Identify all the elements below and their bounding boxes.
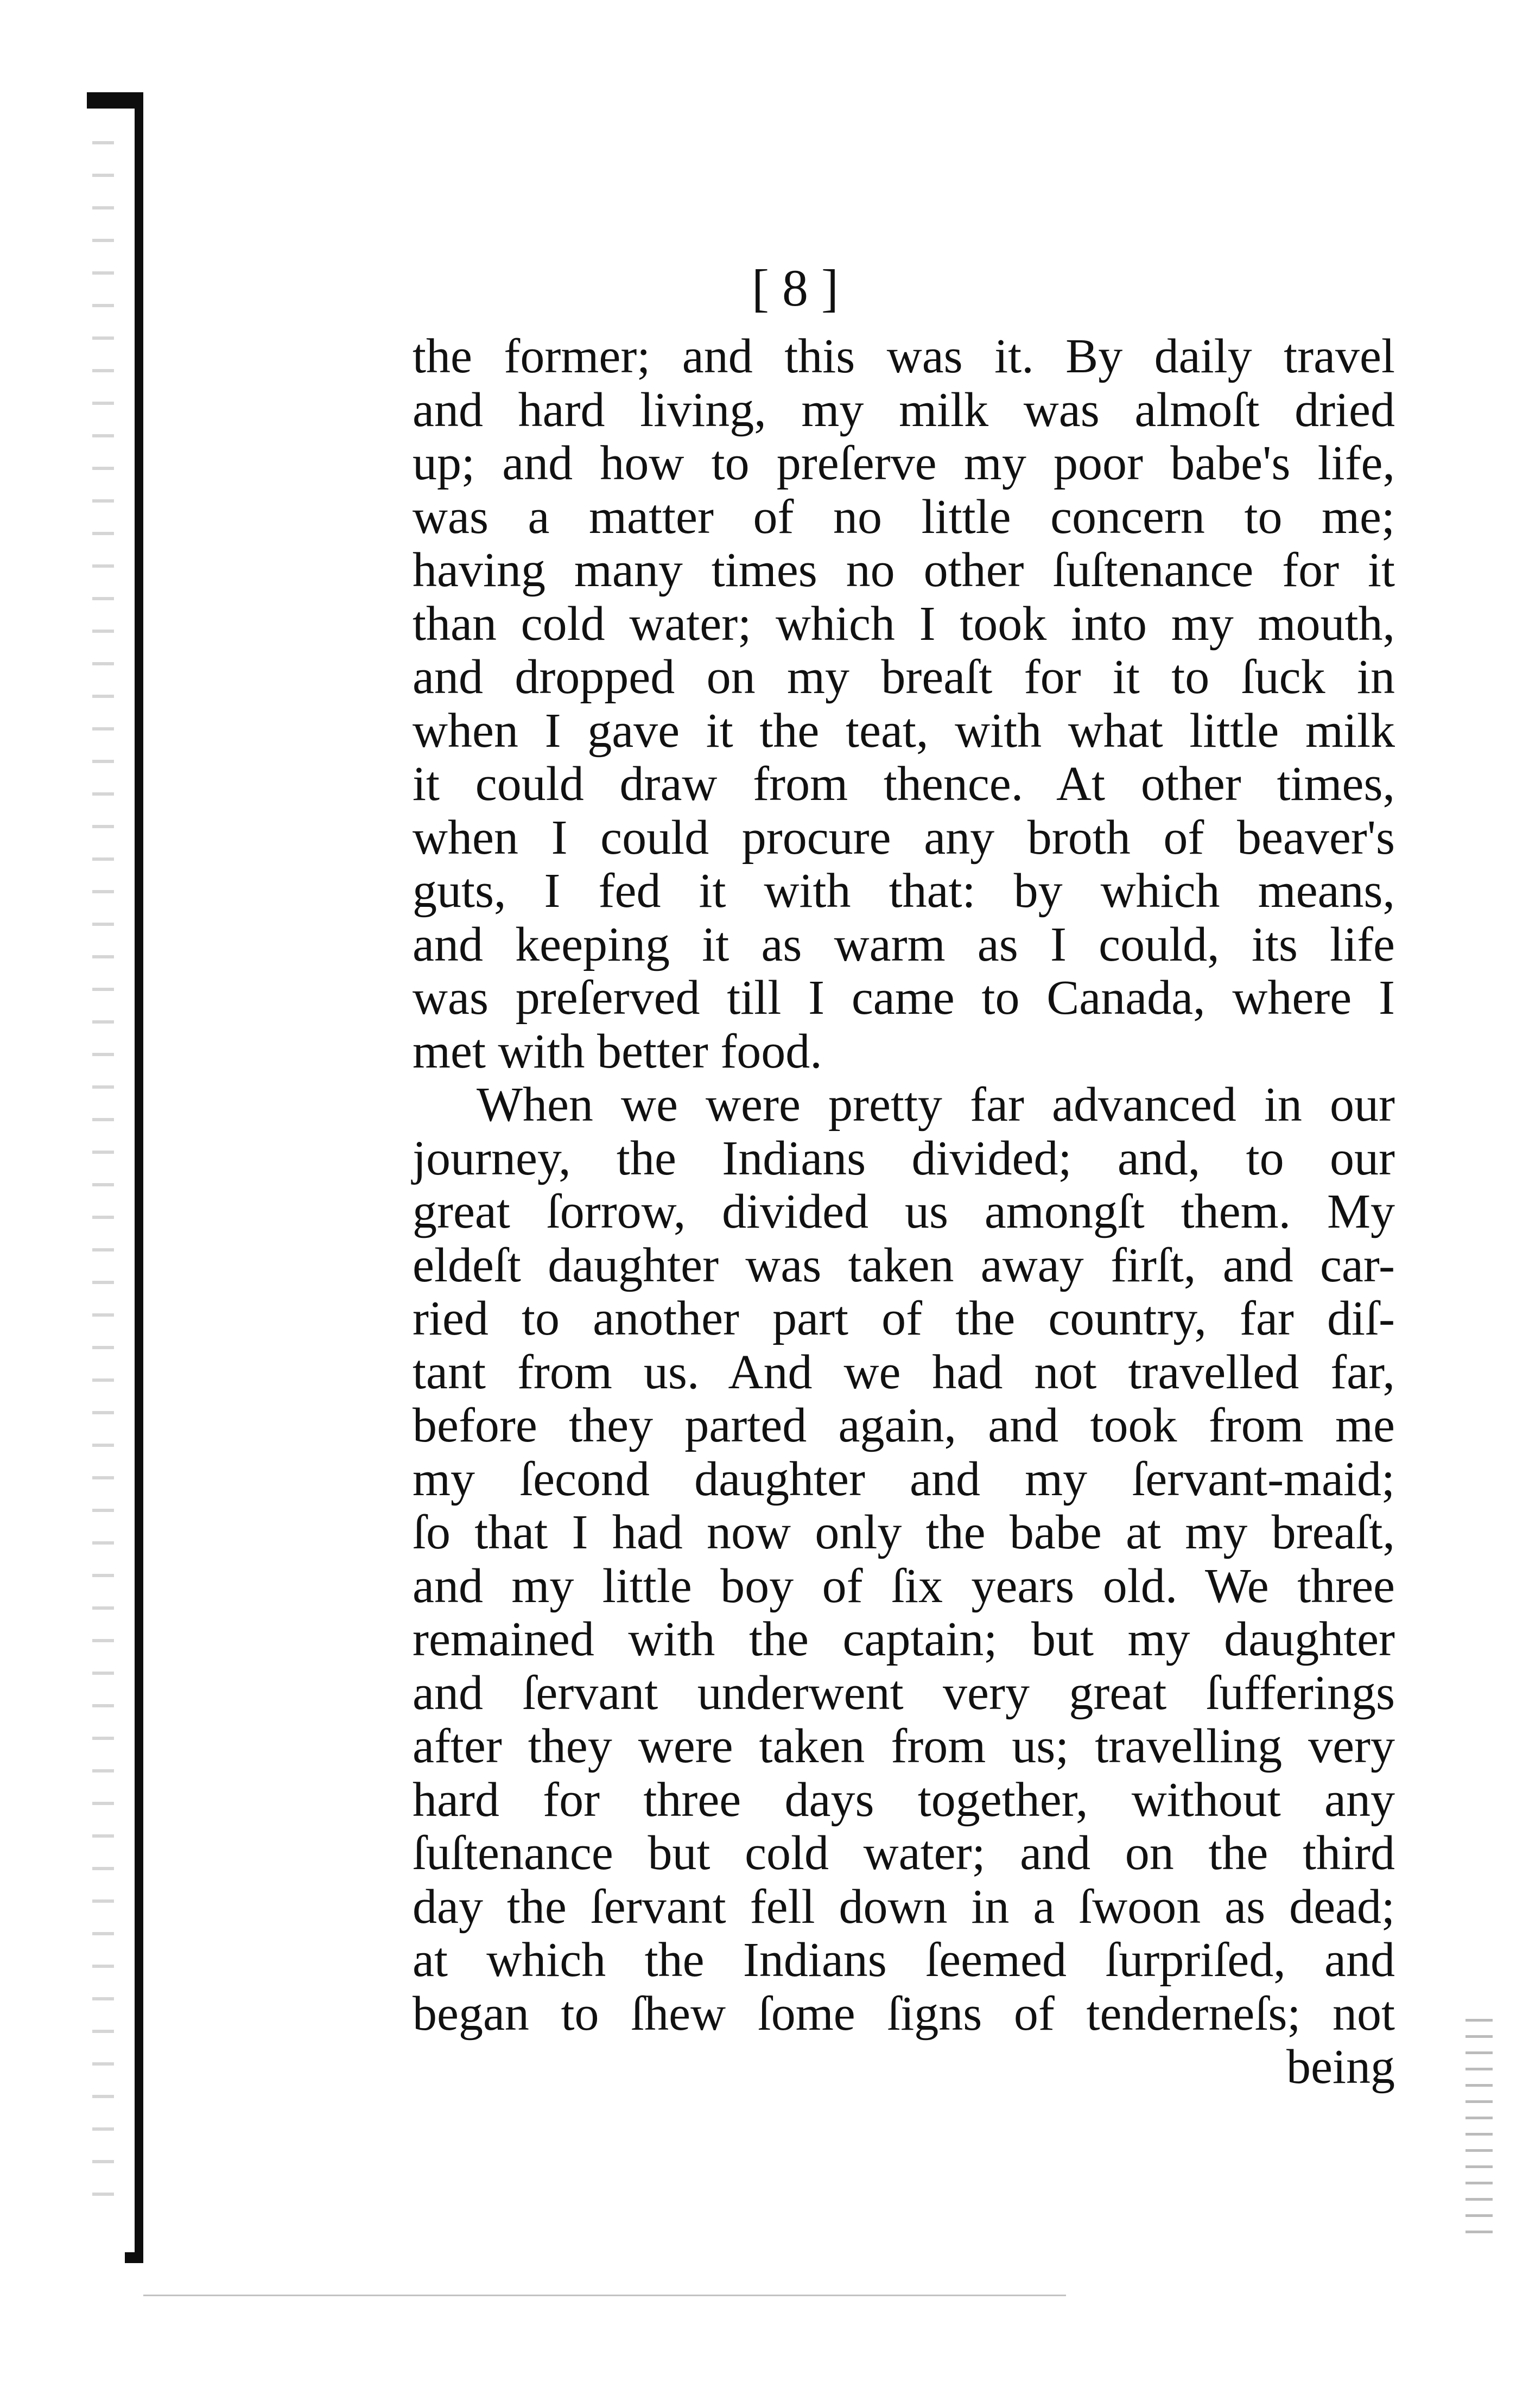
text-line: and my little boy of ſix years old. We three [413,1559,1395,1613]
scan-edge-right [1465,2019,1493,2247]
text-line: met with better food. [413,1024,822,1078]
text-line: hard for three days together, without any [413,1772,1395,1827]
body-text [413,330,1395,2094]
scan-edge-bottom [143,2295,1066,2296]
text-line: began to ſhew ſome ſigns of tenderneſs; not [413,1986,1395,2041]
text-line: at which the Indians ſeemed ſurpriſed, and [413,1933,1395,1987]
text-line: the former; and this was it. By daily travel [413,329,1395,383]
text-line: eldeſt daughter was taken away firſt, and car- [413,1238,1395,1292]
catchword: being [1286,2040,1395,2094]
page-number: [ 8 ] [752,259,839,317]
text-line: having many times no other ſuſtenance for it [413,543,1395,597]
text-line: when I could procure any broth of beaver's [413,810,1395,865]
text-line: guts, I fed it with that: by which means, [413,864,1395,918]
text-line: when I gave it the teat, with what little milk [413,703,1395,758]
text-line: was preſerved till I came to Canada, where I [413,971,1395,1025]
text-line: and ſervant underwent very great ſufferings [413,1666,1395,1720]
text-line: ſuſtenance but cold water; and on the third [413,1826,1395,1880]
text-line: and dropped on my breaſt for it to ſuck in [413,650,1395,704]
text-line: ried to another part of the country, far diſ- [413,1292,1395,1345]
text-line: tant from us. And we had not travelled far, [413,1345,1395,1399]
text-line: When we were pretty far advanced in our [477,1078,1395,1132]
text-line: than cold water; which I took into my mouth, [413,596,1395,651]
text-line: and keeping it as warm as I could, its life [413,917,1395,971]
scan-edge-bar [135,98,143,2258]
text-line: journey, the Indians divided; and, to our [413,1131,1395,1185]
text-line: after they were taken from us; travelling very [413,1719,1395,1773]
text-line: it could draw from thence. At other times, [413,757,1395,811]
text-line: great ſorrow, divided us amongſt them. My [413,1185,1395,1238]
scan-edge-foot [125,2252,143,2263]
scan-edge-specks [92,141,114,2203]
text-line: up; and how to preſerve my poor babe's life, [413,436,1395,490]
text-line: before they parted again, and took from me [413,1399,1395,1452]
text-line: my ſecond daughter and my ſervant-maid; [413,1452,1395,1506]
text-line: remained with the captain; but my daughter [413,1612,1395,1666]
text-line: ſo that I had now only the babe at my breaſt, [413,1505,1395,1559]
text-line: was a matter of no little concern to me; [413,490,1395,544]
text-line: day the ſervant fell down in a ſwoon as dead; [413,1879,1395,1934]
text-line: and hard living, my milk was almoſt dried [413,383,1395,437]
